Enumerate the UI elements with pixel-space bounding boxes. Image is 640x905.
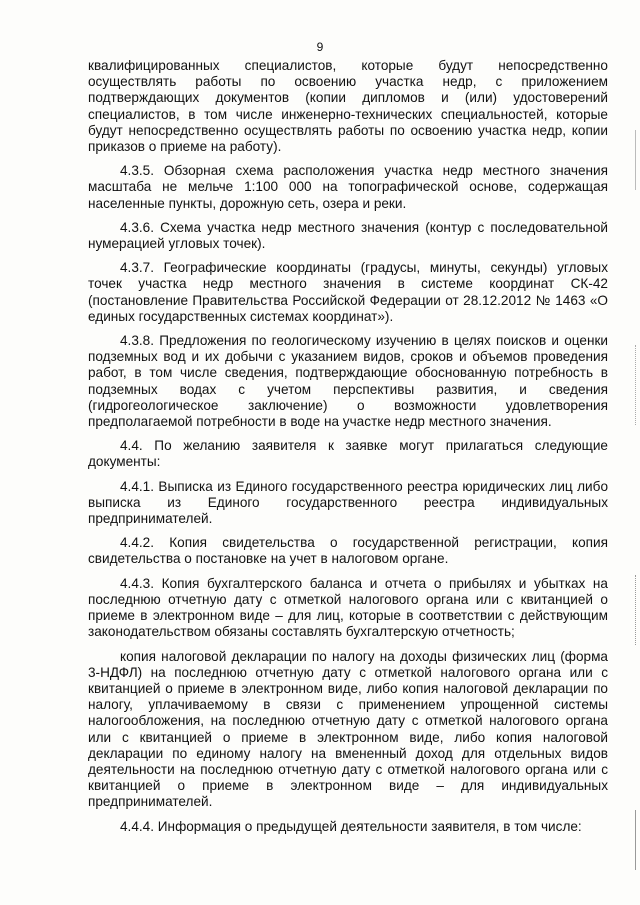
- scan-artifact-mark: [625, 575, 636, 645]
- paragraph-4-4: 4.4. По желанию заявителя к заявке могут прилагаться следующие документы:: [88, 438, 608, 470]
- paragraph-4-3-5: 4.3.5. Обзорная схема расположения участка недр местного значения масштаба не мельче 1:100 000 на топографической основе, содержащая населенные пункты, дорожную сеть, озера и реки.: [88, 163, 608, 211]
- scan-artifact-mark: [625, 130, 636, 190]
- paragraph-4-3-8: 4.3.8. Предложения по геологическому изучению в целях поисков и оценки подземных вод и их добычи с указанием видов, сроков и объемов проведения работ, в том числе сведения, подтверждающие обоснованную потребность в подземных водах с учетом перспективы развития, и сведения (гидрогеологическое заключение) о возможности удовлетворения предполагаемой потребности в воде на участке недр местного значения.: [88, 333, 608, 430]
- paragraph-4-4-3: 4.4.3. Копия бухгалтерского баланса и отчета о прибылях и убытках на последнюю отчетную дату с отметкой налогового органа или с квитанцией о приеме в электронном виде – для лиц, которые в соответствии с действующим законодательством обязаны составлять бухгалтерскую отчетность;: [88, 575, 608, 640]
- document-body: [88, 58, 608, 843]
- paragraph-4-3-6: 4.3.6. Схема участка недр местного значения (контур с последовательной нумерацией угловых точек).: [88, 219, 608, 252]
- paragraph-4-3-7: 4.3.7. Географические координаты (градусы, минуты, секунды) угловых точек участка недр местного значения в системе координат СК-42 (постановление Правительства Российской Федерации от 28.12.2012 № 1463 «О единых государственных системах координат»).: [88, 260, 608, 324]
- paragraph-4-4-4: 4.4.4. Информация о предыдущей деятельности заявителя, в том числе:: [120, 818, 582, 834]
- paragraph-4-4-1: 4.4.1. Выписка из Единого государственного реестра юридических лиц либо выписка из Единого государственного реестра индивидуальных предпринимателей.: [88, 478, 608, 527]
- scan-artifact-mark: [625, 345, 636, 425]
- paragraph-4-4-3-tax-declaration: копия налоговой декларации по налогу на доходы физических лиц (форма 3-НДФЛ) на последнюю отчетную дату с отметкой налогового органа или с квитанцией о приеме в электронном виде, либо копия налоговой декларации по налогу, уплачиваемому в связи с применением упрощенной системы налогообложения, на последнюю отчетную дату с отметкой налогового органа или с квитанцией о приеме в электронном виде, либо копия налоговой декларации по единому налогу на вмененный доход для отдельных видов деятельности на последнюю отчетную дату с отметкой налогового органа или с квитанцией о приеме в электронном виде – для индивидуальных предпринимателей.: [88, 648, 608, 810]
- paragraph-continuation: квалифицированных специалистов, которые будут непосредственно осуществлять работы по освоению участка недр, с приложением подтверждающих документов (копии дипломов и (или) удостоверений специалистов, в том числе инженерно-технических специальностей, которые будут непосредственно осуществлять работы по освоению участка недр, копии приказов о приеме на работу).: [88, 58, 608, 155]
- paragraph-4-4-2: 4.4.2. Копия свидетельства о государственной регистрации, копия свидетельства о постановке на учет в налоговом органе.: [88, 535, 608, 567]
- scan-artifact-mark: [625, 810, 636, 870]
- page-number: 9: [316, 40, 324, 54]
